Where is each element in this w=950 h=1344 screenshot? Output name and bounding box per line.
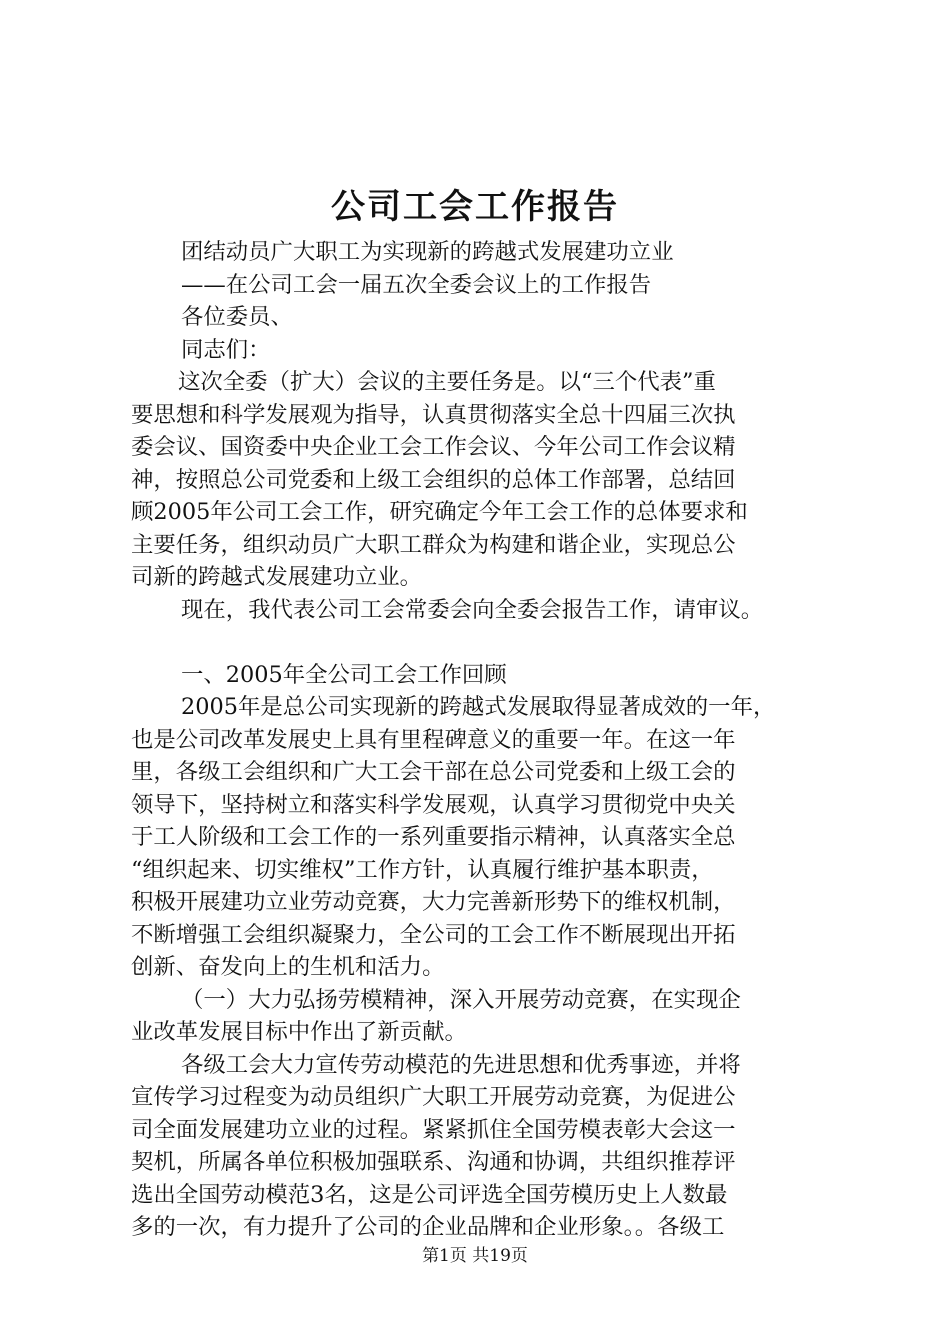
paragraph-line: 里，各级工会组织和广大工会干部在总公司党委和上级工会的: [131, 759, 736, 785]
paragraph-line: 顾2005年公司工会工作，研究确定今年工会工作的总体要求和: [131, 499, 748, 525]
paragraph-line: 创新、奋发向上的生机和活力。: [131, 954, 445, 980]
paragraph-line: “组织起来、切实维权”工作方针，认真履行维护基本职责，: [131, 856, 714, 883]
page-footer: 第1页 共19页: [422, 1246, 528, 1266]
paragraph-line: 主要任务，组织动员广大职工群众为构建和谐企业，实现总公: [131, 531, 736, 558]
paragraph-line: 不断增强工会组织凝聚力，全公司的工会工作不断展现出开拓: [131, 921, 736, 948]
paragraph-line: 司全面发展建功立业的过程。紧紧抓住全国劳模表彰大会这一: [131, 1116, 736, 1143]
paragraph-line: 神，按照总公司党委和上级工会组织的总体工作部署，总结回: [131, 466, 736, 493]
paragraph-line: 宣传学习过程变为动员组织广大职工开展劳动竞赛，为促进公: [131, 1084, 736, 1110]
section-heading: 一、2005年全公司工会工作回顾: [181, 661, 507, 688]
document-body: [131, 236, 831, 1244]
document-title: 公司工会工作报告: [331, 187, 619, 227]
blank-line: [131, 626, 831, 659]
paragraph-line: 现在，我代表公司工会常委会向全委会报告工作，请审议。: [181, 596, 764, 623]
paragraph-line: 也是公司改革发展史上具有里程碑意义的重要一年。在这一年: [131, 726, 736, 753]
paragraph-line: 契机，所属各单位积极加强联系、沟通和协调，共组织推荐评: [131, 1149, 736, 1175]
paragraph-line: 这次全委（扩大）会议的主要任务是。以“三个代表”重: [178, 369, 716, 395]
paragraph-line: 积极开展建功立业劳动竞赛，大力完善新形势下的维权机制，: [131, 889, 736, 915]
paragraph-line: 多的一次，有力提升了公司的企业品牌和企业形象。。各级工: [131, 1214, 725, 1240]
salutation-line: 各位委员、: [181, 304, 293, 330]
paragraph-line: 委会议、国资委中央企业工会工作会议、今年公司工作会议精: [131, 434, 736, 460]
subtitle-line: 团结动员广大职工为实现新的跨越式发展建功立业: [181, 239, 674, 265]
subsection-heading: 业改革发展目标中作出了新贡献。: [131, 1019, 467, 1045]
paragraph-line: 于工人阶级和工会工作的一系列重要指示精神，认真落实全总: [131, 824, 736, 850]
subsection-heading: （一）大力弘扬劳模精神，深入开展劳动竞赛，在实现企: [181, 986, 741, 1013]
paragraph-line: 领导下，坚持树立和落实科学发展观，认真学习贯彻党中央关: [131, 791, 736, 818]
salutation-line: 同志们：: [181, 336, 271, 363]
paragraph-line: 司新的跨越式发展建功立业。: [131, 564, 423, 590]
paragraph-line: 选出全国劳动模范3名，这是公司评选全国劳模历史上人数最: [131, 1181, 728, 1208]
paragraph-line: 2005年是总公司实现新的跨越式发展取得显著成效的一年，: [181, 694, 776, 720]
subtitle-line: ——在公司工会一届五次全委会议上的工作报告: [181, 271, 652, 298]
paragraph-line: 要思想和科学发展观为指导，认真贯彻落实全总十四届三次执: [131, 401, 736, 428]
paragraph-line: 各级工会大力宣传劳动模范的先进思想和优秀事迹，并将: [181, 1051, 741, 1078]
